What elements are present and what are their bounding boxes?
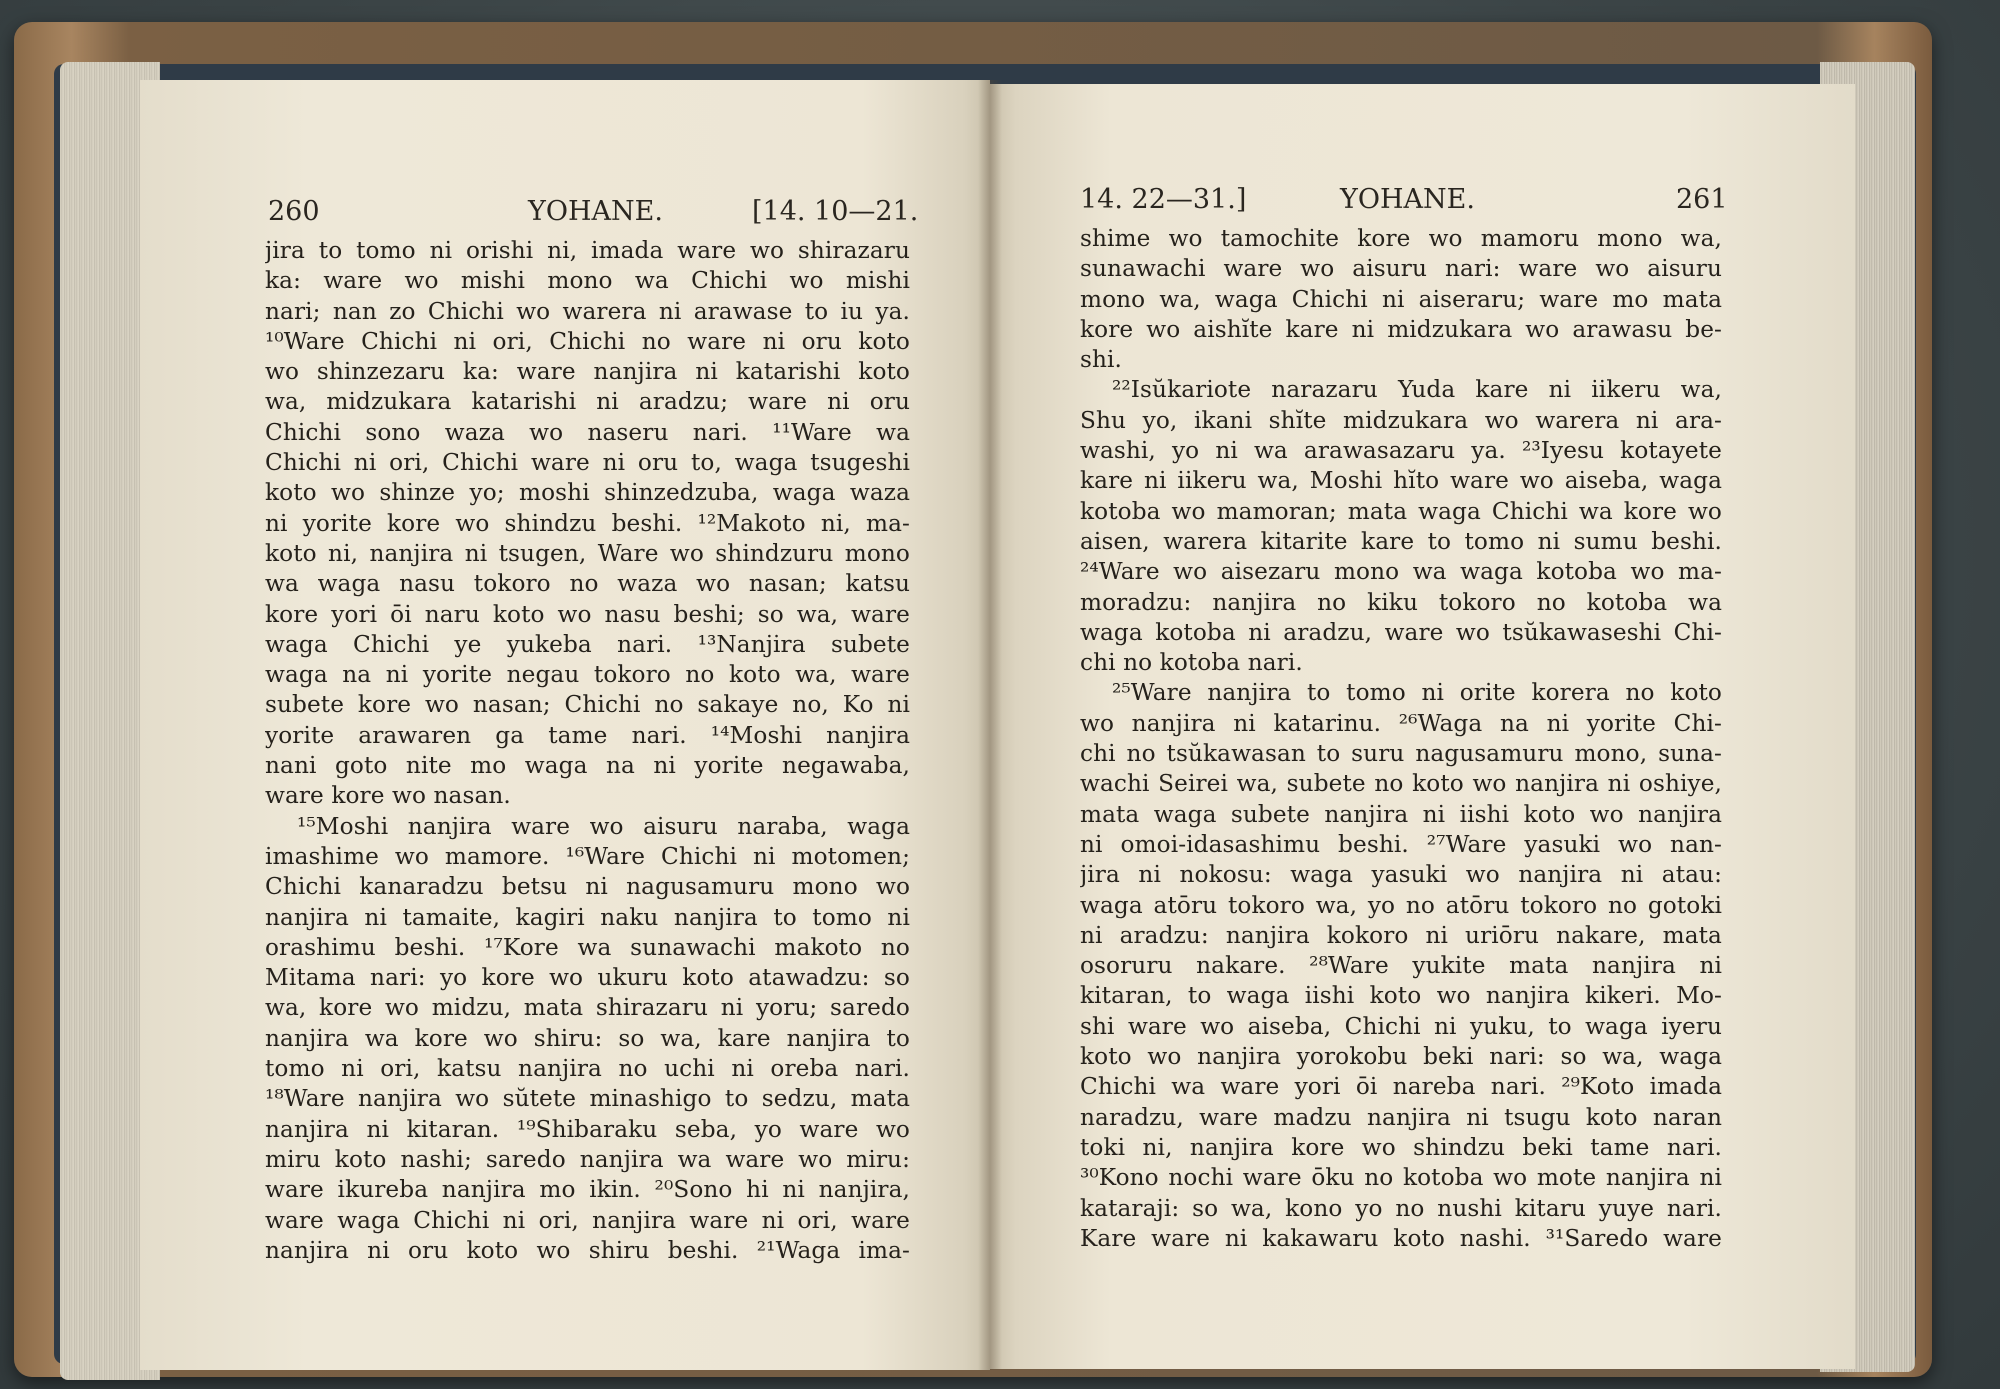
text-line: kare ni iikeru wa, Moshi hĭto ware wo aiseba, waga: [1080, 467, 1722, 495]
text-line: nanjira ni kitaran. ¹⁹Shibaraku seba, yo ware wo: [265, 1115, 910, 1143]
text-line: jira to tomo ni orishi ni, imada ware wo shirazaru: [265, 237, 910, 264]
text-line: nanjira ni tamaite, kagiri naku nanjira to tomo ni: [265, 903, 910, 931]
text-line: mata waga subete nanjira ni iishi koto wo nanjira: [1080, 800, 1722, 828]
text-line: chi no tsŭkawasan to suru nagusamuru mono, suna-: [1080, 740, 1722, 768]
text-line: kataraji: so wa, kono yo no nushi kitaru yuye nari.: [1080, 1194, 1722, 1222]
text-line: shime wo tamochite kore wo mamoru mono wa,: [1080, 225, 1722, 252]
text-line: waga na ni yorite negau tokoro no koto wa, ware: [265, 661, 910, 689]
text-line: ¹⁰Ware Chichi ni ori, Chichi no ware ni oru koto: [265, 327, 910, 355]
text-line: kore wo aishĭte kare ni midzukara wo arawasu be-: [1080, 315, 1722, 343]
left-page-text: [265, 236, 910, 1266]
text-line: ka: ware wo mishi mono wa Chichi wo mishi: [265, 267, 910, 295]
text-line: waga Chichi ye yukeba nari. ¹³Nanjira subete: [265, 630, 910, 658]
text-line: mono wa, waga Chichi ni aiseraru; ware mo mata: [1080, 285, 1722, 313]
text-line: ¹⁵Moshi nanjira ware wo aisuru naraba, waga: [297, 812, 910, 840]
text-line: shi ware wo aiseba, Chichi ni yuku, to waga iyeru: [1080, 1012, 1722, 1040]
text-line: Mitama nari: yo kore wo ukuru koto atawadzu: so: [265, 964, 910, 992]
text-line: nari; nan zo Chichi wo warera ni arawase to iu ya.: [265, 297, 910, 325]
text-line: toki ni, nanjira kore wo shindzu beki tame nari.: [1080, 1133, 1722, 1161]
text-line: ²⁴Ware wo aisezaru mono wa waga kotoba wo ma-: [1080, 558, 1722, 586]
text-line: waga atōru tokoro wa, yo no atōru tokoro no gotoki: [1080, 891, 1722, 919]
right-page-number: 261: [1676, 184, 1728, 215]
text-line: wo shinzezaru ka: ware nanjira ni katarishi koto: [265, 358, 910, 386]
text-line: sunawachi ware wo aisuru nari: ware wo aisuru: [1080, 255, 1722, 283]
text-line: imashime wo mamore. ¹⁶Ware Chichi ni motomen;: [265, 842, 910, 870]
text-line: nani goto nite mo waga na ni yorite negawaba,: [265, 752, 910, 780]
text-line: wachi Seirei wa, subete no koto wo nanjira ni oshiye,: [1080, 770, 1722, 798]
text-line: Chichi ni ori, Chichi ware ni oru to, waga tsugeshi: [265, 449, 910, 477]
text-line: shi.: [1080, 346, 1123, 374]
text-line: Chichi sono waza wo naseru nari. ¹¹Ware wa: [265, 418, 910, 446]
text-line: miru koto nashi; saredo nanjira wa ware wo miru:: [265, 1145, 910, 1173]
text-line: wo nanjira ni katarinu. ²⁶Waga na ni yorite Chi-: [1080, 709, 1722, 737]
text-line: nanjira ni oru koto wo shiru beshi. ²¹Waga ima-: [265, 1236, 910, 1264]
right-page-text: [1080, 224, 1722, 1254]
text-line: ²²Isŭkariote narazaru Yuda kare ni iikeru wa,: [1112, 376, 1722, 404]
text-line: yorite arawaren ga tame nari. ¹⁴Moshi nanjira: [265, 721, 910, 749]
text-line: orashimu beshi. ¹⁷Kore wa sunawachi makoto no: [265, 933, 910, 961]
text-line: naradzu, ware madzu nanjira ni tsugu koto naran: [1080, 1103, 1722, 1131]
text-line: ³⁰Kono nochi ware ōku no kotoba wo mote nanjira ni: [1080, 1164, 1722, 1192]
text-line: chi no kotoba nari.: [1080, 649, 1303, 677]
text-line: Chichi wa ware yori ōi nareba nari. ²⁹Koto imada: [1080, 1073, 1722, 1101]
text-line: koto wo shinze yo; moshi shinzedzuba, waga waza: [265, 479, 910, 507]
text-line: tomo ni ori, katsu nanjira no uchi ni oreba nari.: [265, 1055, 910, 1083]
text-line: Kare ware ni kakawaru koto nashi. ³¹Saredo ware: [1080, 1224, 1722, 1252]
text-line: wa waga nasu tokoro no waza wo nasan; katsu: [265, 570, 910, 598]
text-line: ware ikureba nanjira mo ikin. ²⁰Sono hi ni nanjira,: [265, 1176, 910, 1204]
right-running-title: YOHANE.: [1340, 184, 1475, 215]
text-line: nanjira wa kore wo shiru: so wa, kare nanjira to: [265, 1024, 910, 1052]
text-line: koto wo nanjira yorokobu beki nari: so wa, waga: [1080, 1043, 1722, 1071]
text-line: ni omoi-idasashimu beshi. ²⁷Ware yasuki wo nan-: [1080, 830, 1722, 858]
text-line: ware kore wo nasan.: [265, 782, 511, 810]
text-line: kotoba wo mamoran; mata waga Chichi wa kore wo: [1080, 497, 1722, 525]
left-chapter-reference: [14. 10—21.: [752, 196, 919, 227]
text-line: kore yori ōi naru koto wo nasu beshi; so wa, ware: [265, 600, 910, 628]
left-page-number: 260: [268, 196, 320, 227]
text-line: ²⁵Ware nanjira to tomo ni orite korera no koto: [1112, 679, 1722, 707]
text-line: ware waga Chichi ni ori, nanjira ware ni ori, ware: [265, 1206, 910, 1234]
text-line: Chichi kanaradzu betsu ni nagusamuru mono wo: [265, 873, 910, 901]
text-line: wa, midzukara katarishi ni aradzu; ware ni oru: [265, 388, 910, 416]
text-line: osoruru nakare. ²⁸Ware yukite mata nanjira ni: [1080, 952, 1722, 980]
text-line: waga kotoba ni aradzu, ware wo tsŭkawaseshi Chi-: [1080, 618, 1722, 646]
text-line: aisen, warera kitarite kare to tomo ni sumu beshi.: [1080, 527, 1722, 555]
text-line: washi, yo ni wa arawasazaru ya. ²³Iyesu kotayete: [1080, 437, 1722, 465]
text-line: ni yorite kore wo shindzu beshi. ¹²Makoto ni, ma-: [265, 509, 910, 537]
text-line: jira ni nokosu: waga yasuki wo nanjira ni atau:: [1080, 861, 1722, 889]
text-line: moradzu: nanjira no kiku tokoro no kotoba wa: [1080, 588, 1722, 616]
text-line: subete kore wo nasan; Chichi no sakaye no, Ko ni: [265, 691, 910, 719]
text-line: kitaran, to waga iishi koto wo nanjira kikeri. Mo-: [1080, 982, 1722, 1010]
book-gutter: [978, 80, 1002, 1370]
text-line: wa, kore wo midzu, mata shirazaru ni yoru; saredo: [265, 994, 910, 1022]
text-line: Shu yo, ikani shĭte midzukara wo warera ni ara-: [1080, 406, 1722, 434]
text-line: ni aradzu: nanjira kokoro ni uriōru nakare, mata: [1080, 921, 1722, 949]
text-line: koto ni, nanjira ni tsugen, Ware wo shindzuru mono: [265, 539, 910, 567]
right-chapter-reference: 14. 22—31.]: [1080, 184, 1247, 215]
text-line: ¹⁸Ware nanjira wo sŭtete minashigo to sedzu, mata: [265, 1085, 910, 1113]
left-running-title: YOHANE.: [528, 196, 663, 227]
